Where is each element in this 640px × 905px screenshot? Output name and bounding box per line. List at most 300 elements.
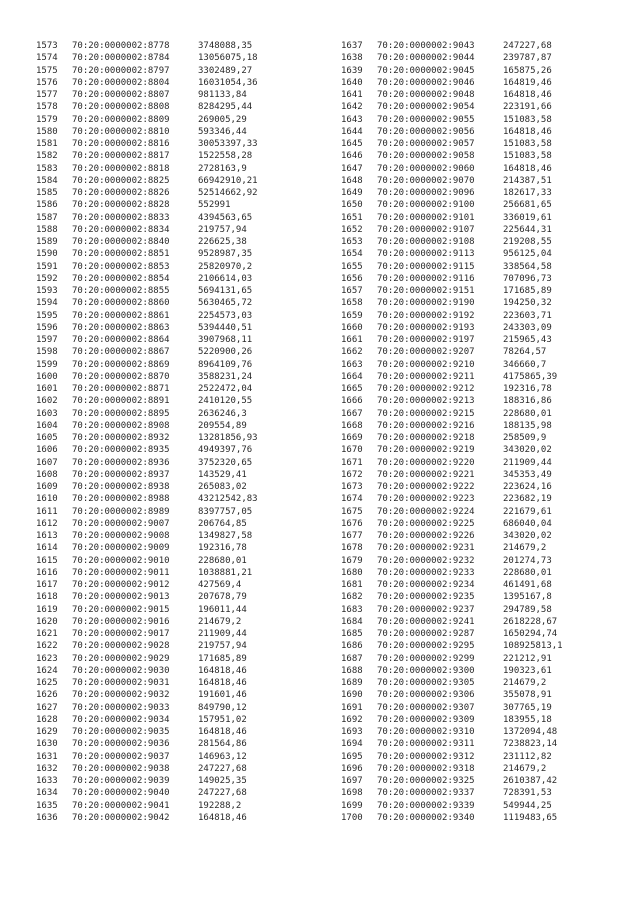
- row-number: 1642: [341, 102, 363, 113]
- table-row: [36, 812, 258, 824]
- cadastral-number: 70:20:0000002:9036: [72, 739, 170, 750]
- cadastral-number: 70:20:0000002:9060: [377, 163, 475, 174]
- table-row: [341, 310, 563, 322]
- cadastral-number: 70:20:0000002:9029: [72, 653, 170, 664]
- row-number: 1665: [341, 384, 363, 394]
- row-number: 1614: [36, 543, 58, 554]
- value: 182617,33: [503, 188, 552, 198]
- value: 1372094,48: [503, 727, 558, 737]
- cadastral-number: 70:20:0000002:9197: [377, 335, 475, 345]
- cadastral-number: 70:20:0000002:9337: [377, 788, 475, 799]
- value: 1038881,21: [198, 567, 253, 578]
- row-number: 1576: [36, 77, 58, 88]
- table-row: [36, 297, 258, 309]
- table-row: [341, 530, 563, 542]
- value: 25820970,2: [198, 261, 253, 272]
- row-number: 1688: [341, 665, 363, 676]
- row-number: 1698: [341, 788, 363, 799]
- value: 214679,2: [503, 763, 547, 774]
- cadastral-number: 70:20:0000002:8935: [72, 445, 170, 456]
- table-row: [341, 481, 563, 493]
- value: 2106614,03: [198, 273, 253, 284]
- value: 108925813,1: [503, 641, 563, 652]
- row-number: 1582: [36, 151, 58, 162]
- row-number: 1645: [341, 139, 363, 149]
- table-row: [341, 126, 563, 138]
- table-row: [341, 40, 563, 52]
- table-row: [341, 248, 563, 260]
- cadastral-number: 70:20:0000002:9007: [72, 518, 170, 529]
- table-row: [341, 616, 563, 628]
- row-number: 1580: [36, 126, 58, 137]
- cadastral-number: 70:20:0000002:9041: [72, 800, 170, 811]
- row-number: 1646: [341, 151, 363, 162]
- row-number: 1586: [36, 200, 58, 211]
- row-number: 1615: [36, 555, 58, 566]
- cadastral-number: 70:20:0000002:8867: [72, 347, 170, 358]
- row-number: 1691: [341, 702, 363, 713]
- row-number: 1603: [36, 408, 58, 419]
- value: 4949397,76: [198, 445, 253, 456]
- cadastral-number: 70:20:0000002:8908: [72, 420, 170, 431]
- row-number: 1659: [341, 310, 363, 321]
- cadastral-number: 70:20:0000002:9096: [377, 188, 475, 198]
- value: 192316,78: [503, 384, 552, 394]
- value: 188135,98: [503, 420, 552, 431]
- row-number: 1598: [36, 347, 58, 358]
- value: 196011,44: [198, 604, 247, 615]
- cadastral-number: 70:20:0000002:9032: [72, 690, 170, 701]
- table-row: [36, 187, 258, 199]
- cadastral-number: 70:20:0000002:9310: [377, 727, 475, 737]
- value: 5394440,51: [198, 322, 253, 333]
- cadastral-number: 70:20:0000002:8851: [72, 249, 170, 260]
- cadastral-number: 70:20:0000002:8809: [72, 114, 170, 125]
- row-number: 1635: [36, 800, 58, 811]
- table-row: [36, 261, 258, 273]
- value: 209554,89: [198, 420, 247, 431]
- cadastral-number: 70:20:0000002:9043: [377, 41, 475, 51]
- table-row: [36, 542, 258, 554]
- cadastral-number: 70:20:0000002:9046: [377, 77, 475, 88]
- value: 3748088,35: [198, 41, 253, 51]
- table-row: [341, 150, 563, 162]
- table-row: [36, 616, 258, 628]
- row-number: 1623: [36, 653, 58, 664]
- table-row: [36, 40, 258, 52]
- table-row: [341, 518, 563, 530]
- row-number: 1692: [341, 714, 363, 725]
- value: 226625,38: [198, 237, 247, 247]
- table-row: [341, 653, 563, 665]
- table-row: [36, 359, 258, 371]
- row-number: 1673: [341, 482, 363, 492]
- row-number: 1685: [341, 629, 363, 639]
- table-row: [36, 775, 258, 787]
- value: 247227,68: [198, 788, 247, 799]
- table-row: [341, 506, 563, 518]
- value: 258509,9: [503, 433, 547, 443]
- row-number: 1658: [341, 298, 363, 309]
- cadastral-number: 70:20:0000002:8891: [72, 396, 170, 407]
- value: 151083,58: [503, 114, 552, 125]
- cadastral-number: 70:20:0000002:9237: [377, 604, 475, 615]
- table-row: [341, 787, 563, 799]
- row-number: 1589: [36, 237, 58, 247]
- table-row: [36, 383, 258, 395]
- row-number: 1637: [341, 41, 363, 51]
- row-number: 1661: [341, 335, 363, 345]
- cadastral-number: 70:20:0000002:8818: [72, 163, 170, 174]
- cadastral-number: 70:20:0000002:9210: [377, 359, 475, 370]
- value: 243303,09: [503, 322, 552, 333]
- table-row: [341, 775, 563, 787]
- row-number: 1671: [341, 457, 363, 468]
- row-number: 1630: [36, 739, 58, 750]
- cadastral-number: 70:20:0000002:8840: [72, 237, 170, 247]
- row-number: 1610: [36, 494, 58, 505]
- cadastral-number: 70:20:0000002:8932: [72, 433, 170, 443]
- table-row: [341, 665, 563, 677]
- value: 336019,61: [503, 212, 552, 223]
- cadastral-number: 70:20:0000002:9116: [377, 273, 475, 284]
- value: 228680,01: [503, 567, 552, 578]
- table-row: [341, 175, 563, 187]
- cadastral-number: 70:20:0000002:9307: [377, 702, 475, 713]
- row-number: 1613: [36, 531, 58, 541]
- cadastral-number: 70:20:0000002:9058: [377, 151, 475, 162]
- value: 164818,46: [198, 678, 247, 688]
- value: 4394563,65: [198, 212, 253, 223]
- value: 5630465,72: [198, 298, 253, 309]
- cadastral-number: 70:20:0000002:9225: [377, 518, 475, 529]
- cadastral-number: 70:20:0000002:9309: [377, 714, 475, 725]
- cadastral-number: 70:20:0000002:8864: [72, 335, 170, 345]
- row-number: 1664: [341, 371, 363, 382]
- row-number: 1609: [36, 482, 58, 492]
- table-row: [341, 359, 563, 371]
- row-number: 1619: [36, 604, 58, 615]
- table-row: [36, 665, 258, 677]
- row-number: 1575: [36, 65, 58, 76]
- table-row: [341, 469, 563, 481]
- table-row: [341, 420, 563, 432]
- value: 211909,44: [503, 457, 552, 468]
- right-column: [341, 40, 563, 824]
- table-row: [341, 800, 563, 812]
- value: 43212542,83: [198, 494, 258, 505]
- row-number: 1674: [341, 494, 363, 505]
- table-row: [341, 812, 563, 824]
- value: 164818,46: [198, 665, 247, 676]
- value: 78264,57: [503, 347, 547, 358]
- row-number: 1573: [36, 41, 58, 51]
- value: 30053397,33: [198, 139, 258, 149]
- cadastral-number: 70:20:0000002:8853: [72, 261, 170, 272]
- table-row: [341, 591, 563, 603]
- value: 231112,82: [503, 751, 552, 762]
- table-row: [341, 408, 563, 420]
- cadastral-number: 70:20:0000002:9038: [72, 763, 170, 774]
- cadastral-number: 70:20:0000002:9056: [377, 126, 475, 137]
- table-row: [341, 714, 563, 726]
- row-number: 1683: [341, 604, 363, 615]
- table-row: [341, 285, 563, 297]
- table-row: [341, 383, 563, 395]
- cadastral-number: 70:20:0000002:9193: [377, 322, 475, 333]
- table-row: [341, 199, 563, 211]
- row-number: 1601: [36, 384, 58, 394]
- value: 157951,02: [198, 714, 247, 725]
- row-number: 1638: [341, 53, 363, 64]
- value: 239787,87: [503, 53, 552, 64]
- table-row: [341, 432, 563, 444]
- cadastral-number: 70:20:0000002:9211: [377, 371, 475, 382]
- row-number: 1578: [36, 102, 58, 113]
- cadastral-number: 70:20:0000002:9207: [377, 347, 475, 358]
- value: 2610387,42: [503, 776, 558, 786]
- cadastral-number: 70:20:0000002:9340: [377, 812, 475, 823]
- table-row: [341, 628, 563, 640]
- cadastral-number: 70:20:0000002:9107: [377, 224, 475, 235]
- row-number: 1643: [341, 114, 363, 125]
- cadastral-number: 70:20:0000002:8825: [72, 175, 170, 186]
- cadastral-number: 70:20:0000002:8833: [72, 212, 170, 223]
- cadastral-number: 70:20:0000002:8938: [72, 482, 170, 492]
- value: 143529,41: [198, 469, 247, 480]
- table-row: [341, 567, 563, 579]
- cadastral-number: 70:20:0000002:8807: [72, 90, 170, 100]
- table-row: [36, 714, 258, 726]
- cadastral-number: 70:20:0000002:9045: [377, 65, 475, 76]
- value: 9528987,35: [198, 249, 253, 260]
- table-row: [36, 101, 258, 113]
- value: 707096,73: [503, 273, 552, 284]
- cadastral-number: 70:20:0000002:8816: [72, 139, 170, 149]
- cadastral-number: 70:20:0000002:9234: [377, 580, 475, 590]
- table-row: [36, 371, 258, 383]
- table-row: [341, 493, 563, 505]
- value: 8964109,76: [198, 359, 253, 370]
- value: 215965,43: [503, 335, 552, 345]
- value: 183955,18: [503, 714, 552, 725]
- row-number: 1622: [36, 641, 58, 652]
- table-row: [341, 555, 563, 567]
- row-number: 1699: [341, 800, 363, 811]
- cadastral-number: 70:20:0000002:8863: [72, 322, 170, 333]
- cadastral-number: 70:20:0000002:9192: [377, 310, 475, 321]
- cadastral-number: 70:20:0000002:9299: [377, 653, 475, 664]
- table-row: [36, 224, 258, 236]
- table-row: [36, 285, 258, 297]
- value: 307765,19: [503, 702, 552, 713]
- cadastral-number: 70:20:0000002:9215: [377, 408, 475, 419]
- table-row: [36, 420, 258, 432]
- cadastral-number: 70:20:0000002:9212: [377, 384, 475, 394]
- table-row: [341, 224, 563, 236]
- value: 151083,58: [503, 139, 552, 149]
- cadastral-number: 70:20:0000002:8861: [72, 310, 170, 321]
- value: 164818,46: [198, 812, 247, 823]
- row-number: 1626: [36, 690, 58, 701]
- value: 52514662,92: [198, 188, 258, 198]
- row-number: 1632: [36, 763, 58, 774]
- value: 214679,2: [503, 543, 547, 554]
- row-number: 1677: [341, 531, 363, 541]
- value: 164818,46: [503, 126, 552, 137]
- value: 221679,61: [503, 506, 552, 517]
- value: 8397757,05: [198, 506, 253, 517]
- row-number: 1657: [341, 286, 363, 296]
- cadastral-number: 70:20:0000002:8784: [72, 53, 170, 64]
- table-row: [36, 787, 258, 799]
- row-number: 1689: [341, 678, 363, 688]
- cadastral-number: 70:20:0000002:9070: [377, 175, 475, 186]
- cadastral-number: 70:20:0000002:8870: [72, 371, 170, 382]
- table-row: [341, 751, 563, 763]
- row-number: 1651: [341, 212, 363, 223]
- table-row: [341, 542, 563, 554]
- value: 171685,89: [198, 653, 247, 664]
- row-number: 1606: [36, 445, 58, 456]
- row-number: 1584: [36, 175, 58, 186]
- table-row: [36, 346, 258, 358]
- value: 1522558,28: [198, 151, 253, 162]
- cadastral-number: 70:20:0000002:9231: [377, 543, 475, 554]
- cadastral-number: 70:20:0000002:8826: [72, 188, 170, 198]
- value: 338564,58: [503, 261, 552, 272]
- value: 343020,02: [503, 531, 552, 541]
- row-number: 1694: [341, 739, 363, 750]
- cadastral-number: 70:20:0000002:9034: [72, 714, 170, 725]
- table-row: [36, 591, 258, 603]
- table-row: [341, 444, 563, 456]
- value: 13056075,18: [198, 53, 258, 64]
- table-row: [36, 150, 258, 162]
- cadastral-number: 70:20:0000002:9218: [377, 433, 475, 443]
- table-row: [36, 395, 258, 407]
- row-number: 1693: [341, 727, 363, 737]
- table-row: [341, 604, 563, 616]
- value: 552991: [198, 200, 231, 211]
- value: 728391,53: [503, 788, 552, 799]
- row-number: 1633: [36, 776, 58, 786]
- table-row: [36, 126, 258, 138]
- row-number: 1669: [341, 433, 363, 443]
- cadastral-number: 70:20:0000002:9028: [72, 641, 170, 652]
- row-number: 1654: [341, 249, 363, 260]
- table-row: [36, 175, 258, 187]
- value: 956125,04: [503, 249, 552, 260]
- value: 461491,68: [503, 580, 552, 590]
- value: 7238823,14: [503, 739, 558, 750]
- cadastral-number: 70:20:0000002:9232: [377, 555, 475, 566]
- table-row: [36, 138, 258, 150]
- table-row: [36, 432, 258, 444]
- row-number: 1639: [341, 65, 363, 76]
- value: 228680,01: [198, 555, 247, 566]
- cadastral-number: 70:20:0000002:9012: [72, 580, 170, 590]
- cadastral-number: 70:20:0000002:9044: [377, 53, 475, 64]
- table-row: [341, 114, 563, 126]
- table-row: [36, 273, 258, 285]
- value: 164819,46: [503, 77, 552, 88]
- value: 1650294,74: [503, 629, 558, 639]
- cadastral-number: 70:20:0000002:9054: [377, 102, 475, 113]
- row-number: 1653: [341, 237, 363, 247]
- value: 3302489,27: [198, 65, 253, 76]
- value: 221212,91: [503, 653, 552, 664]
- table-row: [36, 640, 258, 652]
- cadastral-number: 70:20:0000002:9035: [72, 727, 170, 737]
- table-row: [341, 334, 563, 346]
- row-number: 1604: [36, 420, 58, 431]
- row-number: 1644: [341, 126, 363, 137]
- value: 256681,65: [503, 200, 552, 211]
- cadastral-number: 70:20:0000002:8871: [72, 384, 170, 394]
- row-number: 1650: [341, 200, 363, 211]
- table-row: [36, 530, 258, 542]
- value: 190323,61: [503, 665, 552, 676]
- table-row: [36, 506, 258, 518]
- cadastral-number: 70:20:0000002:9040: [72, 788, 170, 799]
- cadastral-number: 70:20:0000002:9213: [377, 396, 475, 407]
- cadastral-number: 70:20:0000002:9221: [377, 469, 475, 480]
- table-row: [341, 187, 563, 199]
- row-number: 1636: [36, 812, 58, 823]
- value: 223624,16: [503, 482, 552, 492]
- table-row: [36, 726, 258, 738]
- cadastral-number: 70:20:0000002:9224: [377, 506, 475, 517]
- row-number: 1700: [341, 812, 363, 823]
- cadastral-number: 70:20:0000002:9055: [377, 114, 475, 125]
- row-number: 1696: [341, 763, 363, 774]
- table-row: [36, 481, 258, 493]
- row-number: 1629: [36, 727, 58, 737]
- cadastral-number: 70:20:0000002:9108: [377, 237, 475, 247]
- value: 165875,26: [503, 65, 552, 76]
- value: 164818,46: [503, 163, 552, 174]
- table-row: [341, 677, 563, 689]
- row-number: 1660: [341, 322, 363, 333]
- value: 686040,04: [503, 518, 552, 529]
- row-number: 1581: [36, 139, 58, 149]
- table-row: [36, 52, 258, 64]
- value: 549944,25: [503, 800, 552, 811]
- cadastral-number: 70:20:0000002:9300: [377, 665, 475, 676]
- table-row: [36, 800, 258, 812]
- table-row: [341, 322, 563, 334]
- row-number: 1649: [341, 188, 363, 198]
- cadastral-number: 70:20:0000002:8989: [72, 506, 170, 517]
- table-row: [36, 604, 258, 616]
- cadastral-number: 70:20:0000002:9057: [377, 139, 475, 149]
- table-row: [341, 640, 563, 652]
- row-number: 1597: [36, 335, 58, 345]
- cadastral-number: 70:20:0000002:9223: [377, 494, 475, 505]
- table-row: [36, 653, 258, 665]
- table-row: [341, 395, 563, 407]
- table-row: [341, 273, 563, 285]
- cadastral-number: 70:20:0000002:9113: [377, 249, 475, 260]
- row-number: 1585: [36, 188, 58, 198]
- value: 2410120,55: [198, 396, 253, 407]
- value: 343020,02: [503, 445, 552, 456]
- row-number: 1577: [36, 90, 58, 100]
- cadastral-number: 70:20:0000002:9311: [377, 739, 475, 750]
- cadastral-number: 70:20:0000002:9031: [72, 678, 170, 688]
- value: 214679,2: [198, 616, 242, 627]
